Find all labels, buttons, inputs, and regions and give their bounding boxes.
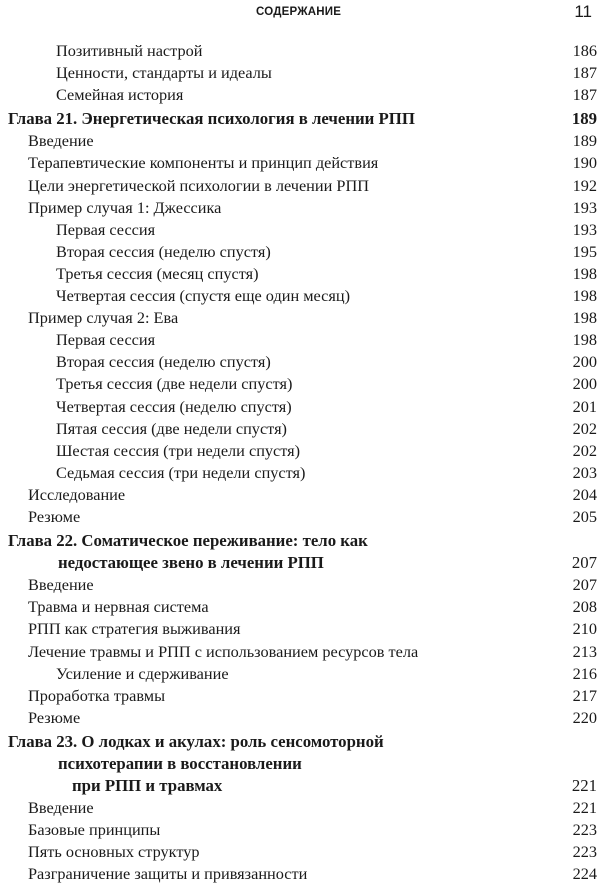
toc-entry-title: Третья сессия (две недели спустя) [56,374,293,394]
toc-entry [0,152,602,174]
toc-entry [0,685,602,707]
toc-page-number: 186 [572,41,597,60]
toc-page-number: 195 [572,241,597,261]
toc-entry-title: Первая сессия [56,330,156,350]
toc-page-number: 221 [572,798,597,818]
toc-chapter-line [0,530,602,552]
toc-entry-title: Травма и нервная система [28,597,209,617]
toc-entry-title: Усиление и сдерживание [56,663,229,683]
toc-page-number: 193 [572,219,597,239]
toc-entry [0,197,602,219]
toc-entry [0,707,602,729]
toc-chapter-title: недостающее звено в лечении РПП [58,553,324,573]
toc-entry [0,641,602,663]
toc-entry [0,618,602,640]
toc-entry-title: Пять основных структур [28,842,200,862]
toc-entry-title: Четвертая сессия (неделю спустя) [56,396,292,416]
toc-entry-title: Пятая сессия (две недели спустя) [56,418,287,438]
toc-page-number: 213 [572,641,597,661]
toc-entry-title: Третья сессия (месяц спустя) [56,263,259,283]
toc-entry-title: Вторая сессия (неделю спустя) [56,352,271,372]
toc-entry [0,418,602,440]
toc-entry [0,175,602,197]
toc-entry [0,663,602,685]
toc-entry [0,440,602,462]
toc-entry [0,841,602,863]
toc-chapter-line [0,753,602,775]
toc-entry-title: Введение [28,575,94,595]
toc-entry-title: Семейная история [56,85,184,105]
toc-entry-title: Введение [28,131,94,151]
toc-entry-title: Исследование [28,484,126,504]
toc-page-number: 207 [572,575,597,595]
toc-chapter [0,108,602,130]
toc-entry-title: Базовые принципы [28,820,161,840]
toc-entry-title: Лечение травмы и РПП с использованием ресурсов тела [28,641,419,661]
toc-page-number: 220 [572,707,597,727]
toc-chapter-title: Глава 22. Соматическое переживание: тело как [8,531,368,551]
toc-entry [0,285,602,307]
toc-entry [0,130,602,152]
toc-entry-title: Пример случая 2: Ева [28,308,179,328]
toc-entry-title: Четвертая сессия (спустя еще один месяц) [56,286,351,306]
toc-entry [0,241,602,263]
toc-entry [0,396,602,418]
toc-entry-title: Вторая сессия (неделю спустя) [56,241,271,261]
running-title: СОДЕРЖАНИЕ [256,6,342,18]
toc-entry [0,484,602,506]
toc-page-number: 198 [572,308,597,328]
toc-page-number: 217 [572,685,597,705]
toc-page-number: 216 [572,663,597,683]
toc-page-number: 210 [572,619,597,639]
toc-page-number: 208 [572,597,597,617]
toc-page-number: 204 [572,484,597,504]
toc-entry-title: Введение [28,798,94,818]
toc-page-number: 198 [572,263,597,283]
toc-page-number: 187 [572,85,597,105]
toc-entry-title: Первая сессия [56,219,156,239]
toc-entry [0,574,602,596]
toc-page-number: 203 [572,462,597,482]
toc-entry-title: Ценности, стандарты и идеалы [56,63,272,83]
toc-page-number: 205 [572,506,597,526]
toc-page-number: 198 [572,330,597,350]
toc-page-number: 200 [572,352,597,372]
toc-entry [0,62,602,84]
toc-chapter-line [0,775,602,797]
toc-page-number: 189 [572,131,597,151]
toc-entry [0,219,602,241]
toc-chapter-title: при РПП и травмах [72,776,223,796]
toc-entry [0,329,602,351]
toc-page-number: 198 [572,286,597,306]
toc-entry [0,863,602,885]
toc-page-number: 202 [572,418,597,438]
toc-entry-title: Резюме [28,506,81,526]
toc-page-number: 223 [572,842,597,862]
toc-entry [0,351,602,373]
toc-entry-title: Цели энергетической психологии в лечении РПП [28,175,369,195]
toc-page-number: 190 [572,153,597,173]
toc-entry-title: РПП как стратегия выживания [28,619,241,639]
table-of-contents [0,40,602,886]
toc-page-number: 207 [571,553,597,573]
toc-entry [0,506,602,528]
toc-page-number: 200 [572,374,597,394]
toc-entry [0,462,602,484]
toc-page-number: 201 [572,396,597,416]
toc-entry [0,84,602,106]
toc-entry [0,797,602,819]
toc-page-number: 221 [571,776,597,796]
toc-chapter-title: Глава 23. О лодках и акулах: роль сенсомоторной [8,731,384,751]
toc-entry [0,819,602,841]
toc-entry-title: Шестая сессия (три недели спустя) [56,440,301,460]
toc-page-number: 202 [572,440,597,460]
toc-chapter-title: Глава 21. Энергетическая психология в лечении РПП [8,109,415,129]
toc-entry [0,373,602,395]
toc-page-number: 193 [572,197,597,217]
toc-entry-title: Пример случая 1: Джессика [28,197,222,217]
toc-page-number: 223 [572,820,597,840]
toc-entry-title: Резюме [28,707,81,727]
toc-chapter-line [0,552,602,574]
toc-page-number: 224 [572,864,597,884]
toc-chapter-line [0,731,602,753]
toc-page-number: 189 [571,109,597,129]
toc-page-number: 187 [572,63,597,83]
toc-chapter-title: психотерапии в восстановлении [58,754,302,773]
toc-entry-title: Позитивный настрой [56,41,203,60]
toc-entry-title: Седьмая сессия (три недели спустя) [56,462,306,482]
toc-entry [0,307,602,329]
toc-page-number: 192 [572,175,597,195]
toc-entry [0,596,602,618]
toc-entry-title: Разграничение защиты и привязанности [28,864,308,884]
toc-entry-title: Терапевтические компоненты и принцип действия [28,153,379,173]
toc-entry [0,263,602,285]
page-number: 11 [574,2,592,21]
toc-entry [0,40,602,62]
running-header [0,2,602,26]
toc-entry-title: Проработка травмы [28,685,166,705]
